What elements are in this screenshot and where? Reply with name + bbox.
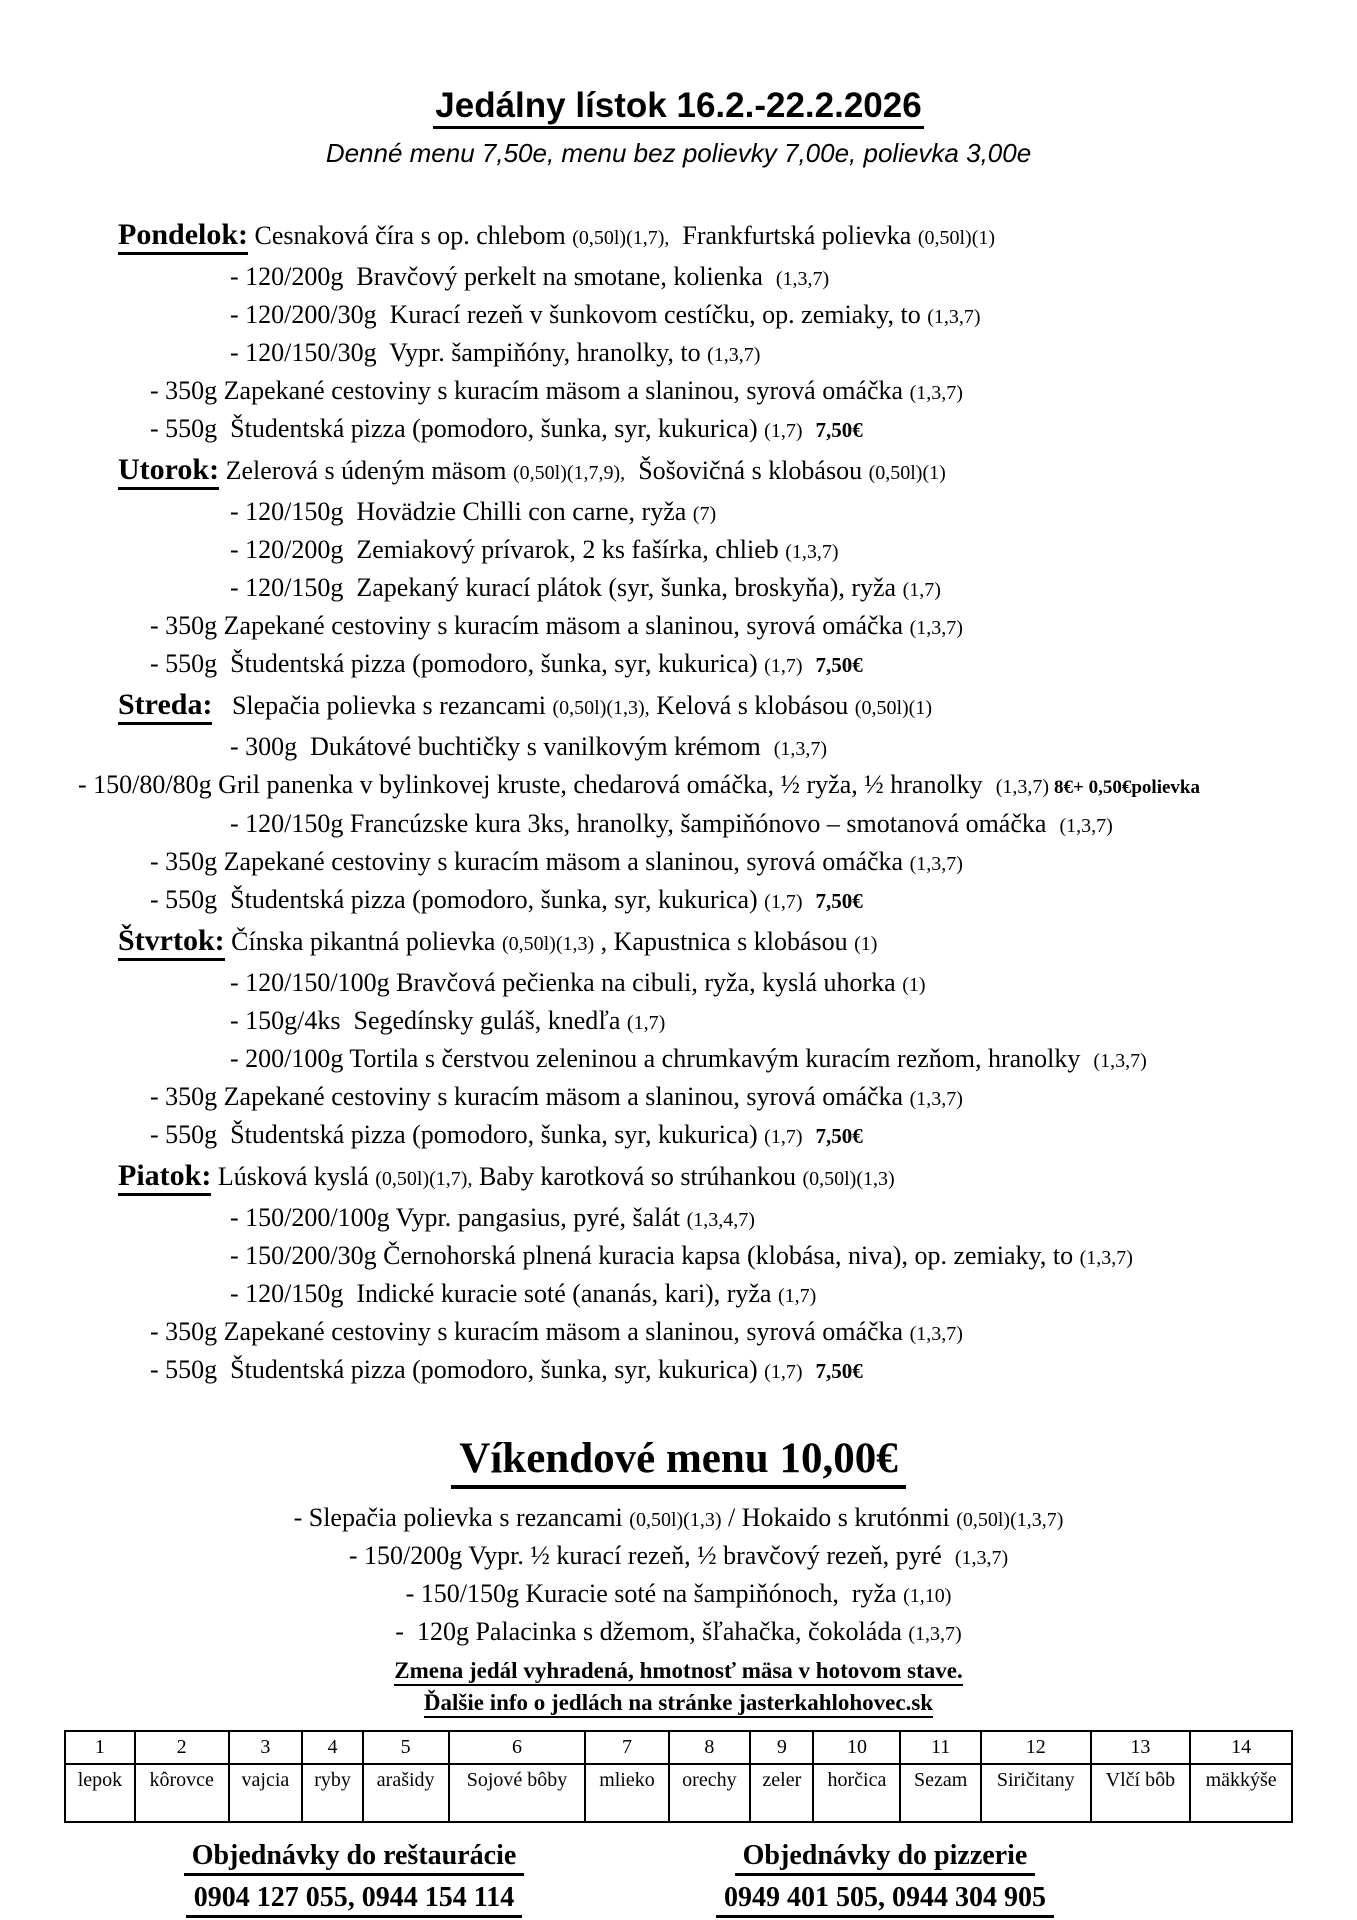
day-section <box>64 920 1293 1155</box>
menu-item <box>64 1200 1293 1238</box>
weekend-menu-item <box>64 1614 1293 1652</box>
dish-text: - 120/150g Zapekaný kurací plátok (syr, šunka, broskyňa), ryža <box>230 573 903 602</box>
day-section <box>64 1155 1293 1390</box>
price: 7,50€ <box>815 1124 863 1148</box>
dish-text <box>803 1120 816 1149</box>
menu-item <box>64 373 1293 411</box>
dish-text: - 150/200g Vypr. ½ kurací rezeň, ½ bravčový rezeň, pyré <box>348 1541 955 1570</box>
allergen-codes: (1,3,7) <box>775 268 830 290</box>
allergen-codes: (0,50l)(1,7,9), <box>512 462 626 484</box>
day-soups <box>219 456 946 485</box>
allergen-codes: (0,50l)(1,7), <box>375 1168 473 1190</box>
dish-text: - 350g Zapekané cestoviny s kuracím mäsom a slaninou, syrová omáčka <box>150 376 910 405</box>
day-name: Utorok: <box>118 453 219 490</box>
allergen-codes: (0,50l)(1,3) <box>629 1509 722 1531</box>
dish-text: - 120/200/30g Kurací rezeň v šunkovom cestíčku, op. zemiaky, to <box>230 300 928 329</box>
allergen-name-cell: horčica <box>813 1764 900 1822</box>
dish-text: - 550g Študentská pizza (pomodoro, šunka, syr, kukurica) <box>150 885 765 914</box>
allergen-codes: (1,3,7) <box>1079 1247 1133 1269</box>
menu-item <box>64 1079 1293 1117</box>
allergen-codes: (1,7) <box>764 891 803 913</box>
day-section <box>64 449 1293 684</box>
day-soups <box>211 1162 894 1191</box>
allergen-name-cell: Siričitany <box>981 1764 1091 1822</box>
dish-text: - 150/200/100g Vypr. pangasius, pyré, šalát <box>230 1203 687 1232</box>
allergen-table <box>64 1730 1293 1823</box>
page-title-text: Jedálny lístok 16.2.-22.2.2026 <box>433 86 923 129</box>
allergen-name-cell: ryby <box>302 1764 363 1822</box>
allergen-number-cell: 7 <box>585 1731 668 1764</box>
allergen-codes: (1,3,7) <box>995 776 1055 798</box>
day-soups <box>225 927 878 956</box>
dish-text: - 150/150g Kuracie soté na šampiňónoch, ryža <box>405 1579 904 1608</box>
day-soups <box>248 221 995 250</box>
day-section <box>64 684 1293 920</box>
allergen-number-cell: 9 <box>750 1731 813 1764</box>
day-name: Streda: <box>118 688 212 725</box>
menu-item <box>64 532 1293 570</box>
dish-text: - 150/200/30g Černohorská plnená kuracia kapsa (klobása, niva), op. zemiaky, to <box>230 1241 1080 1270</box>
allergen-codes: (1,3,7) <box>909 853 963 875</box>
allergen-codes: (0,50l)(1) <box>854 697 932 719</box>
allergen-codes: (1,3,7) <box>909 382 963 404</box>
dish-text: Lúsková kyslá <box>211 1162 376 1191</box>
dish-text: - 120/150/100g Bravčová pečienka na cibuli, ryža, kyslá uhorka <box>230 968 903 997</box>
day-heading-line <box>64 684 1293 729</box>
dish-text <box>803 414 816 443</box>
allergen-codes: (1) <box>902 974 926 996</box>
notice-row <box>64 1688 1293 1720</box>
allergen-codes: (0,50l)(1,3,7) <box>956 1509 1064 1531</box>
allergen-codes: (1,7) <box>764 1126 803 1148</box>
dish-text: - 350g Zapekané cestoviny s kuracím mäsom a slaninou, syrová omáčka <box>150 611 910 640</box>
allergen-number-cell: 8 <box>669 1731 751 1764</box>
dish-text: - 120/150g Indické kuracie soté (ananás, kari), ryža <box>230 1279 778 1308</box>
price: 7,50€ <box>815 418 863 442</box>
dish-text: - 120g Palacinka s džemom, šľahačka, čokoláda <box>395 1617 909 1646</box>
weekend-title-text: Víkendové menu 10,00€ <box>451 1435 905 1489</box>
day-section <box>64 214 1293 449</box>
allergen-codes: (1,3,7) <box>927 306 981 328</box>
dish-text: Čínska pikantná polievka <box>224 927 502 956</box>
allergen-codes: (1,3,7) <box>908 1623 962 1645</box>
allergen-codes: (1) <box>854 933 878 955</box>
allergen-number-cell: 11 <box>900 1731 980 1764</box>
allergen-codes: (1,3,7) <box>773 738 828 760</box>
dish-text: Šošovičná s klobásou <box>625 456 869 485</box>
dish-text: - 150/80/80g Gril panenka v bylinkovej kruste, chedarová omáčka, ½ ryža, ½ hranolky <box>78 770 996 799</box>
dish-text: - 120/200g Bravčový perkelt na smotane, kolienka <box>230 262 776 291</box>
allergen-codes: (1,3,7) <box>1093 1050 1147 1072</box>
day-heading-line <box>64 214 1293 259</box>
allergen-codes: (1,10) <box>903 1585 952 1607</box>
footer <box>64 1837 1293 1920</box>
menu-item <box>64 411 1293 449</box>
pizzeria-orders-title-row <box>660 1837 1110 1879</box>
menu-item <box>64 1276 1293 1314</box>
dish-text: - 550g Študentská pizza (pomodoro, šunka, syr, kukurica) <box>150 649 765 678</box>
allergen-name-cell: mlieko <box>585 1764 668 1822</box>
allergen-codes: (7) <box>692 503 717 525</box>
allergen-codes: (1,7) <box>777 1285 817 1307</box>
allergen-name-cell: zeler <box>750 1764 813 1822</box>
day-soups <box>212 691 932 720</box>
dish-text: - 550g Študentská pizza (pomodoro, šunka, syr, kukurica) <box>150 1120 765 1149</box>
allergen-name-cell: orechy <box>669 1764 751 1822</box>
pizzeria-orders-title: Objednávky do pizzerie <box>735 1840 1036 1876</box>
allergen-number-cell: 3 <box>229 1731 303 1764</box>
allergen-names-row <box>65 1764 1292 1822</box>
day-name: Piatok: <box>118 1159 211 1196</box>
allergen-codes: (0,50l)(1,3) <box>501 933 595 955</box>
price: 7,50€ <box>815 889 863 913</box>
price: 7,50€ <box>815 1359 863 1383</box>
menu-item <box>64 1238 1293 1276</box>
allergen-name-cell: kôrovce <box>135 1764 229 1822</box>
dish-text: - 350g Zapekané cestoviny s kuracím mäsom a slaninou, syrová omáčka <box>150 1317 910 1346</box>
allergen-number-cell: 1 <box>65 1731 135 1764</box>
notices <box>64 1656 1293 1720</box>
allergen-codes: (0,50l)(1,7), <box>572 227 670 249</box>
allergen-number-cell: 12 <box>981 1731 1091 1764</box>
dish-text <box>803 1355 816 1384</box>
menu-item <box>64 1117 1293 1155</box>
allergen-codes: (1,3,7) <box>785 541 839 563</box>
menu-item <box>64 965 1293 1003</box>
menu-item <box>64 1041 1293 1079</box>
allergen-codes: (1,3,4,7) <box>686 1209 755 1231</box>
weekend-menu-item <box>64 1576 1293 1614</box>
menu-item <box>64 806 1293 844</box>
menu-item <box>64 494 1293 532</box>
dish-text: - 120/150/30g Vypr. šampiňóny, hranolky, to <box>230 338 708 367</box>
day-name: Pondelok: <box>118 218 248 255</box>
menu-item <box>64 335 1293 373</box>
dish-text: / Hokaido s krutónmi <box>721 1503 957 1532</box>
allergen-number-cell: 10 <box>813 1731 900 1764</box>
allergen-number-cell: 5 <box>363 1731 449 1764</box>
allergen-numbers-row <box>65 1731 1292 1764</box>
menu-item <box>64 767 1293 806</box>
allergen-codes: (0,50l)(1) <box>917 227 996 249</box>
weekend-items <box>64 1500 1293 1652</box>
dish-text: Frankfurtská polievka <box>669 221 918 250</box>
allergen-number-cell: 6 <box>449 1731 586 1764</box>
allergen-codes: (1,3,7) <box>909 1323 963 1345</box>
allergen-number-cell: 2 <box>135 1731 229 1764</box>
pizzeria-phones-row <box>660 1879 1110 1920</box>
daily-menu <box>64 214 1293 1390</box>
weekend-section <box>64 1434 1293 1652</box>
weekend-menu-item <box>64 1500 1293 1538</box>
price: 7,50€ <box>815 653 863 677</box>
notice-change: Zmena jedál vyhradená, hmotnosť mäsa v hotovom stave. <box>394 1658 962 1686</box>
allergen-codes: (0,50l)(1,3), <box>552 697 650 719</box>
menu-item <box>64 608 1293 646</box>
allergen-name-cell: mäkkýše <box>1190 1764 1292 1822</box>
restaurant-orders-title: Objednávky do reštaurácie <box>184 1840 525 1876</box>
dish-text: - Slepačia polievka s rezancami <box>293 1503 630 1532</box>
menu-item <box>64 297 1293 335</box>
dish-text: , Kapustnica s klobásou <box>594 927 855 956</box>
menu-item <box>64 570 1293 608</box>
dish-text: - 300g Dukátové buchtičky s vanilkovým krémom <box>230 732 774 761</box>
menu-item <box>64 882 1293 920</box>
dish-text: - 550g Študentská pizza (pomodoro, šunka, syr, kukurica) <box>150 1355 765 1384</box>
day-heading-line <box>64 920 1293 965</box>
dish-text: - 150g/4ks Segedínsky guláš, knedľa <box>230 1006 627 1035</box>
allergen-codes: (1,7) <box>626 1012 666 1034</box>
restaurant-phones-row <box>64 1879 644 1920</box>
weekend-title <box>64 1434 1293 1484</box>
menu-item <box>64 259 1293 297</box>
dish-text: - 350g Zapekané cestoviny s kuracím mäsom a slaninou, syrová omáčka <box>150 847 910 876</box>
page-subtitle: Denné menu 7,50e, menu bez polievky 7,00e, polievka 3,00e <box>325 138 1032 168</box>
dish-text: - 120/200g Zemiakový prívarok, 2 ks fašírka, chlieb <box>230 535 786 564</box>
restaurant-phone-numbers: 0904 127 055, 0944 154 114 <box>186 1882 522 1918</box>
allergen-name-cell: Sojové bôby <box>449 1764 586 1822</box>
allergen-codes: (1,3,7) <box>909 617 963 639</box>
allergen-number-cell: 4 <box>302 1731 363 1764</box>
allergen-codes: (1,7) <box>764 1361 803 1383</box>
allergen-codes: (1,3,7) <box>1059 815 1113 837</box>
price: 8€+ 0,50€polievka <box>1054 777 1200 798</box>
dish-text: - 550g Študentská pizza (pomodoro, šunka, syr, kukurica) <box>150 414 765 443</box>
menu-item <box>64 1352 1293 1390</box>
restaurant-orders-title-row <box>64 1837 644 1879</box>
day-heading-line <box>64 1155 1293 1200</box>
dish-text: Baby karotková so strúhankou <box>472 1162 803 1191</box>
allergen-name-cell: vajcia <box>229 1764 303 1822</box>
allergen-codes: (1,3,7) <box>707 344 761 366</box>
notice-row <box>64 1656 1293 1688</box>
menu-item <box>64 729 1293 767</box>
allergen-codes: (0,50l)(1) <box>868 462 946 484</box>
dish-text: - 120/150g Hovädzie Chilli con carne, ryža <box>230 497 693 526</box>
dish-text: - 120/150g Francúzske kura 3ks, hranolky, šampiňónovo – smotanová omáčka <box>230 809 1060 838</box>
allergen-name-cell: Sezam <box>900 1764 980 1822</box>
day-heading-line <box>64 449 1293 494</box>
dish-text: Cesnaková číra s op. chlebom <box>248 221 573 250</box>
allergen-name-cell: lepok <box>65 1764 135 1822</box>
allergen-codes: (1,7) <box>902 579 941 601</box>
day-name: Štvrtok: <box>118 924 225 961</box>
allergen-number-cell: 14 <box>1190 1731 1292 1764</box>
allergen-codes: (1,7) <box>764 655 803 677</box>
dish-text: Kelová s klobásou <box>649 691 855 720</box>
allergen-codes: (1,3,7) <box>954 1547 1009 1569</box>
weekend-menu-item <box>64 1538 1293 1576</box>
allergen-name-cell: Vlčí bôb <box>1091 1764 1191 1822</box>
allergen-codes: (1,3,7) <box>909 1088 963 1110</box>
dish-text <box>803 885 816 914</box>
allergen-codes: (0,50l)(1,3) <box>802 1168 895 1190</box>
page-title <box>64 86 1293 126</box>
dish-text: - 350g Zapekané cestoviny s kuracím mäsom a slaninou, syrová omáčka <box>150 1082 910 1111</box>
allergen-number-cell: 13 <box>1091 1731 1191 1764</box>
pizzeria-orders <box>660 1837 1110 1920</box>
allergen-codes: (1,7) <box>764 420 803 442</box>
menu-item <box>64 1003 1293 1041</box>
dish-text: - 200/100g Tortila s čerstvou zeleninou a chrumkavým kuracím rezňom, hranolky <box>230 1044 1094 1073</box>
menu-item <box>64 844 1293 882</box>
dish-text: Zelerová s údeným mäsom <box>219 456 513 485</box>
menu-item <box>64 1314 1293 1352</box>
dish-text: Slepačia polievka s rezancami <box>212 691 553 720</box>
dish-text <box>803 649 816 678</box>
restaurant-orders <box>64 1837 644 1920</box>
menu-item <box>64 646 1293 684</box>
allergen-name-cell: arašidy <box>363 1764 449 1822</box>
pizzeria-phone-numbers: 0949 401 505, 0944 304 905 <box>716 1882 1054 1918</box>
notice-website: Ďalšie info o jedlách na stránke jasterkahlohovec.sk <box>424 1690 933 1718</box>
